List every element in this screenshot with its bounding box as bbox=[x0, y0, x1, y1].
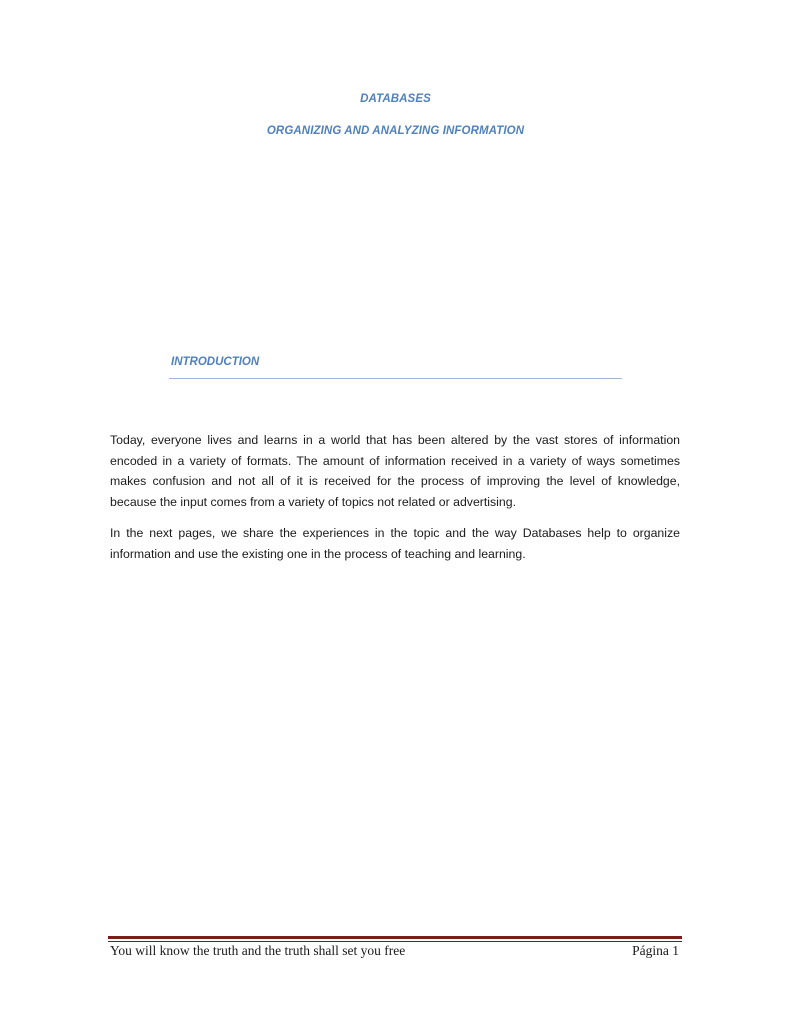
footer-motto: You will know the truth and the truth shall set you free bbox=[110, 943, 406, 958]
page-number: Página 1 bbox=[632, 943, 679, 958]
document-subtitle: ORGANIZING AND ANALYZING INFORMATION bbox=[266, 125, 525, 137]
section-heading: INTRODUCTION bbox=[171, 356, 260, 368]
heading-underline bbox=[169, 378, 622, 379]
document-title: DATABASES bbox=[360, 93, 431, 105]
footer-divider bbox=[108, 936, 682, 939]
paragraph-intro: Today, everyone lives and learns in a world that has been altered by the vast stores of information encoded in a variety of formats. The amount of information received in a variety of ways sometimes makes confusion and not all of it is received for the process of improving the level of knowledge, because the input comes from a variety of topics not related or advertising. bbox=[110, 433, 680, 509]
footer-divider-thin bbox=[108, 941, 682, 942]
paragraph-next-pages: In the next pages, we share the experiences in the topic and the way Databases help to organize information and use the existing one in the process of teaching and learning. bbox=[110, 526, 680, 561]
